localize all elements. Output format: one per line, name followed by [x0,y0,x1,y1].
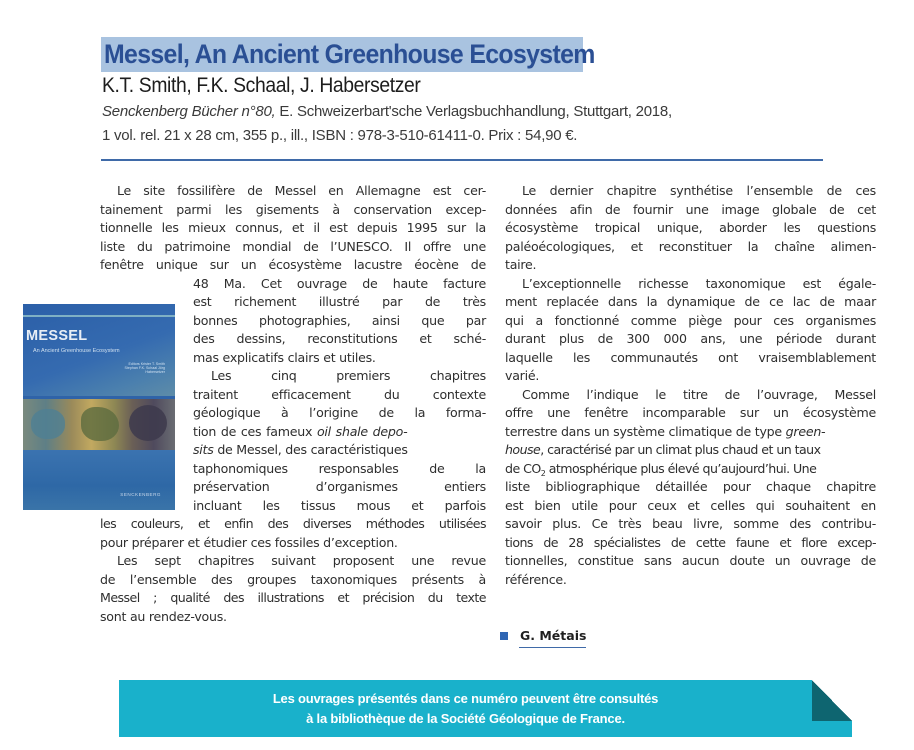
text-line: tainement parmi les gisements à conservation excep- [100,201,486,217]
book-cover-image [23,304,175,510]
text-line: sont au rendez-vous. [100,608,227,624]
text-line: de l’ensemble des groupes taxonomiques présents à [100,571,486,587]
text-run: terrestre dans un système climatique de type [505,423,786,439]
publisher-info: E. Schweizerbart'sche Verlagsbuchhandlung, Stuttgart, 2018, [275,103,672,120]
byline-square-icon [500,632,508,640]
citation-line-2: 1 vol. rel. 21 x 28 cm, 355 p., ill., ISBN : 978-3-510-61411-0. Prix : 54,90 €. [102,127,578,144]
banner-line-1: Les ouvrages présentés dans ce numéro peuvent être consultés [272,691,659,706]
text-line: préservation d’organismes entiers [193,479,486,494]
text-line: ment replacée dans la dynamique de ce lac de maar [505,294,876,309]
text-line: géologique à l’origine de la forma- [193,405,486,420]
text-line: liste du patrimoine mondial de l’UNESCO. Il offre une [100,238,486,254]
text-line: liste bibliographique détaillée pour chaque chapitre [505,479,876,494]
title-highlight [101,37,595,72]
text-run: , caractérisé par un climat plus chaud et un taux [540,442,821,457]
text-line: laquelle les communautés ont vraisemblablement [505,349,876,365]
text-line: Les sept chapitres suivant proposent une revue [117,553,486,568]
banner-text [119,689,812,729]
banner-fold-icon [812,680,852,721]
text-line: L’exceptionnelle richesse taxonomique est égale- [522,275,876,291]
citation-line-1 [102,102,672,122]
text-line [193,423,486,441]
text-line: offre une fenêtre incomparable sur un écosystème [505,405,876,420]
cover-bottom [23,450,175,510]
text-line: qui a fonctionné comme piège pour ces organismes [505,312,876,328]
text-line: tionnelle les mieux connus, et il est depuis 1995 sur la [100,220,486,235]
text-line: tions de 28 spécialistes de cette faune et flore excep- [505,534,876,550]
book-authors: K.T. Smith, F.K. Schaal, J. Habersetzer [102,74,421,97]
text-line: des dessins, reconstitutions et sché- [193,331,486,346]
text-line: tionnelles, constitue sans aucun doute un ouvrage de [505,553,876,568]
fossil-beetle [129,405,167,441]
text-line: les couleurs, et enfin des diverses méthodes utilisées [100,516,486,531]
text-line: durant plus de 300 000 ans, une période durant [505,331,876,346]
text-line: est richement illustré par de très [193,294,486,309]
text-line: incluant les tissus mous et parfois [193,497,486,513]
review-byline [500,628,600,650]
series-name: Senckenberg Bücher n°80, [102,103,276,120]
italic-run: house [505,442,541,457]
text-line [505,423,876,441]
banner-line-2: à la bibliothèque de la Société Géologique de France. [306,711,625,726]
text-line: taire. [505,257,537,272]
italic-run: green- [785,423,826,439]
cover-editors: Editors Krister T. Smith Stephan F.K. Schaal Jörg Habersetzer [124,362,165,375]
text-line: Le dernier chapitre synthétise l’ensemble de ces [522,183,876,198]
text-line [505,441,876,459]
text-line: Les cinq premiers chapitres [211,368,486,383]
text-line: savoir plus. Ce très beau livre, somme des contribu- [505,516,876,531]
text-line: Le site fossilifère de Messel en Allemagne est cer- [117,183,486,198]
text-line: pour préparer et étudier ces fossiles d’exception. [100,534,398,550]
text-line: paléoécologiques, et reconstituer la chaîne alimen- [505,238,876,254]
text-line: données afin de fournir une image globale de cet [505,201,876,217]
fossil-frog [81,407,119,441]
cover-title: MESSEL [26,328,88,344]
text-line: fenêtre unique sur un écosystème lacustre éocène de [100,257,486,272]
text-line: mas explicatifs clairs et utiles. [193,349,376,365]
text-line: Messel ; qualité des illustrations et précision du texte [100,590,486,605]
text-line [193,441,486,459]
header-divider [101,159,823,161]
cover-fossil-band [23,399,175,450]
cover-subtitle: An Ancient Greenhouse Ecosystem [33,348,120,354]
text-line: référence. [505,571,567,587]
text-run: de CO [505,460,541,476]
text-line: est bien utile pour ceux et celles qui souhaitent en [505,497,876,513]
text-line: écosystème tropical unique, aborder les questions [505,220,876,235]
text-line: bonnes photographies, ainsi que par [193,312,486,328]
text-run: tion de ces fameux [193,423,317,439]
byline-underline [519,647,586,648]
cover-publisher: SENCKENBERG [120,492,161,497]
subscript: 2 [540,468,546,478]
fossil-turtle [31,409,65,439]
text-line: traitent efficacement du contexte [193,386,486,402]
italic-run: sits [193,442,214,457]
cover-band-line [23,315,175,317]
text-line: taphonomiques responsables de la [193,460,486,476]
text-line: 48 Ma. Cet ouvrage de haute facture [193,275,486,291]
text-line: varié. [505,368,540,383]
italic-run: oil shale depo- [316,423,408,439]
text-line: Comme l’indique le titre de l’ouvrage, Messel [522,386,876,402]
reviewer-name: G. Métais [520,628,587,643]
text-run: de Messel, des caractéristiques [213,442,408,457]
text-run: atmosphérique plus élevé qu’aujourd’hui. Une [545,460,817,476]
library-notice-banner [119,680,852,737]
text-line [505,460,876,478]
book-title: Messel, An Ancient Greenhouse Ecosystem [104,39,595,69]
